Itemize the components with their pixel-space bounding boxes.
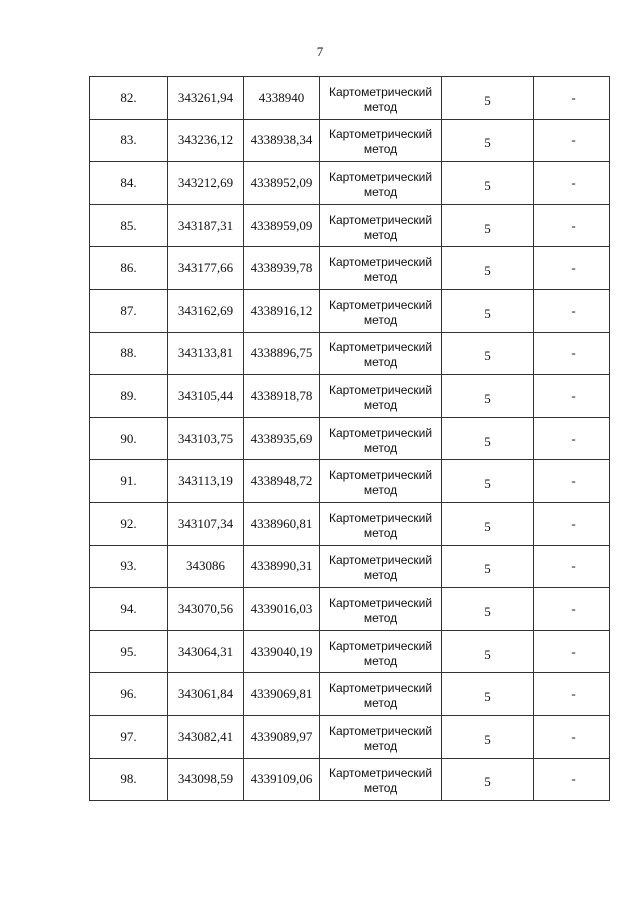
method-cell xyxy=(320,77,442,120)
accuracy-cell: 5 xyxy=(442,417,534,460)
y-coordinate-cell: 4338948,72 xyxy=(244,460,320,503)
x-coordinate-cell: 343107,34 xyxy=(168,502,244,545)
y-coordinate-cell: 4338938,34 xyxy=(244,119,320,162)
point-number-cell: 95. xyxy=(90,630,168,673)
accuracy-cell: 5 xyxy=(442,588,534,631)
point-number-cell: 86. xyxy=(90,247,168,290)
method-line-1: Картометрический xyxy=(328,468,433,483)
table-row xyxy=(90,375,610,418)
method-line-2: метод xyxy=(363,738,398,753)
method-line-2: метод xyxy=(363,568,398,583)
accuracy-cell: 5 xyxy=(442,77,534,120)
method-line-1: Картометрический xyxy=(328,340,433,355)
x-coordinate-cell: 343061,84 xyxy=(168,673,244,716)
note-cell: - xyxy=(534,502,610,545)
method-line-2: метод xyxy=(363,397,398,412)
y-coordinate-cell: 4338960,81 xyxy=(244,502,320,545)
y-coordinate-cell: 4338896,75 xyxy=(244,332,320,375)
point-number-cell: 98. xyxy=(90,758,168,801)
method-line-2: метод xyxy=(363,525,398,540)
y-coordinate-cell: 4339069,81 xyxy=(244,673,320,716)
method-cell xyxy=(320,630,442,673)
accuracy-cell: 5 xyxy=(442,630,534,673)
note-cell: - xyxy=(534,417,610,460)
accuracy-cell: 5 xyxy=(442,332,534,375)
table-row xyxy=(90,588,610,631)
accuracy-cell: 5 xyxy=(442,460,534,503)
method-line-2: метод xyxy=(363,696,398,711)
y-coordinate-cell: 4338935,69 xyxy=(244,417,320,460)
accuracy-cell: 5 xyxy=(442,289,534,332)
method-line-1: Картометрический xyxy=(328,425,433,440)
coordinates-table xyxy=(89,76,610,801)
table-row xyxy=(90,545,610,588)
method-cell xyxy=(320,119,442,162)
y-coordinate-cell: 4338916,12 xyxy=(244,289,320,332)
x-coordinate-cell: 343177,66 xyxy=(168,247,244,290)
note-cell: - xyxy=(534,289,610,332)
note-cell: - xyxy=(534,375,610,418)
point-number-cell: 96. xyxy=(90,673,168,716)
method-line-1: Картометрический xyxy=(328,255,433,270)
y-coordinate-cell: 4338918,78 xyxy=(244,375,320,418)
x-coordinate-cell: 343103,75 xyxy=(168,417,244,460)
x-coordinate-cell: 343133,81 xyxy=(168,332,244,375)
table-row xyxy=(90,162,610,205)
point-number-cell: 97. xyxy=(90,715,168,758)
method-cell xyxy=(320,460,442,503)
y-coordinate-cell: 4338940 xyxy=(244,77,320,120)
method-cell xyxy=(320,162,442,205)
method-line-2: метод xyxy=(363,440,398,455)
note-cell: - xyxy=(534,588,610,631)
x-coordinate-cell: 343086 xyxy=(168,545,244,588)
method-line-2: метод xyxy=(363,270,398,285)
method-line-1: Картометрический xyxy=(328,681,433,696)
method-line-2: метод xyxy=(363,483,398,498)
accuracy-cell: 5 xyxy=(442,204,534,247)
y-coordinate-cell: 4339016,03 xyxy=(244,588,320,631)
method-line-1: Картометрический xyxy=(328,382,433,397)
accuracy-cell: 5 xyxy=(442,247,534,290)
y-coordinate-cell: 4339109,06 xyxy=(244,758,320,801)
method-line-2: метод xyxy=(363,653,398,668)
table-row xyxy=(90,119,610,162)
table-row xyxy=(90,630,610,673)
method-cell xyxy=(320,289,442,332)
method-line-2: метод xyxy=(363,355,398,370)
note-cell: - xyxy=(534,460,610,503)
note-cell: - xyxy=(534,162,610,205)
method-cell xyxy=(320,375,442,418)
x-coordinate-cell: 343070,56 xyxy=(168,588,244,631)
table-row xyxy=(90,417,610,460)
method-line-1: Картометрический xyxy=(328,84,433,99)
y-coordinate-cell: 4338952,09 xyxy=(244,162,320,205)
y-coordinate-cell: 4339089,97 xyxy=(244,715,320,758)
method-line-2: метод xyxy=(363,99,398,114)
table-row xyxy=(90,247,610,290)
table-row xyxy=(90,502,610,545)
method-line-1: Картометрический xyxy=(328,127,433,142)
y-coordinate-cell: 4338959,09 xyxy=(244,204,320,247)
method-line-2: метод xyxy=(363,184,398,199)
accuracy-cell: 5 xyxy=(442,673,534,716)
table-row xyxy=(90,77,610,120)
method-line-2: метод xyxy=(363,142,398,157)
x-coordinate-cell: 343236,12 xyxy=(168,119,244,162)
x-coordinate-cell: 343261,94 xyxy=(168,77,244,120)
method-line-2: метод xyxy=(363,312,398,327)
y-coordinate-cell: 4339040,19 xyxy=(244,630,320,673)
method-cell xyxy=(320,204,442,247)
method-cell xyxy=(320,673,442,716)
method-cell xyxy=(320,247,442,290)
point-number-cell: 89. xyxy=(90,375,168,418)
method-line-1: Картометрический xyxy=(328,638,433,653)
note-cell: - xyxy=(534,758,610,801)
x-coordinate-cell: 343082,41 xyxy=(168,715,244,758)
method-line-2: метод xyxy=(363,227,398,242)
accuracy-cell: 5 xyxy=(442,502,534,545)
method-cell xyxy=(320,417,442,460)
accuracy-cell: 5 xyxy=(442,119,534,162)
method-cell xyxy=(320,332,442,375)
point-number-cell: 92. xyxy=(90,502,168,545)
x-coordinate-cell: 343105,44 xyxy=(168,375,244,418)
point-number-cell: 87. xyxy=(90,289,168,332)
table-row xyxy=(90,673,610,716)
coordinates-table-body xyxy=(90,77,610,801)
method-cell xyxy=(320,588,442,631)
point-number-cell: 83. xyxy=(90,119,168,162)
note-cell: - xyxy=(534,119,610,162)
method-line-2: метод xyxy=(363,781,398,796)
method-line-1: Картометрический xyxy=(328,766,433,781)
point-number-cell: 82. xyxy=(90,77,168,120)
accuracy-cell: 5 xyxy=(442,715,534,758)
method-line-1: Картометрический xyxy=(328,169,433,184)
table-row xyxy=(90,460,610,503)
note-cell: - xyxy=(534,715,610,758)
note-cell: - xyxy=(534,673,610,716)
method-line-2: метод xyxy=(363,610,398,625)
method-cell xyxy=(320,502,442,545)
method-line-1: Картометрический xyxy=(328,510,433,525)
note-cell: - xyxy=(534,545,610,588)
note-cell: - xyxy=(534,332,610,375)
point-number-cell: 88. xyxy=(90,332,168,375)
x-coordinate-cell: 343098,59 xyxy=(168,758,244,801)
x-coordinate-cell: 343064,31 xyxy=(168,630,244,673)
method-line-1: Картометрический xyxy=(328,595,433,610)
accuracy-cell: 5 xyxy=(442,545,534,588)
note-cell: - xyxy=(534,204,610,247)
method-line-1: Картометрический xyxy=(328,297,433,312)
x-coordinate-cell: 343113,19 xyxy=(168,460,244,503)
table-row xyxy=(90,715,610,758)
point-number-cell: 94. xyxy=(90,588,168,631)
note-cell: - xyxy=(534,247,610,290)
accuracy-cell: 5 xyxy=(442,162,534,205)
point-number-cell: 90. xyxy=(90,417,168,460)
x-coordinate-cell: 343162,69 xyxy=(168,289,244,332)
point-number-cell: 85. xyxy=(90,204,168,247)
method-line-1: Картометрический xyxy=(328,212,433,227)
point-number-cell: 84. xyxy=(90,162,168,205)
accuracy-cell: 5 xyxy=(442,758,534,801)
point-number-cell: 93. xyxy=(90,545,168,588)
y-coordinate-cell: 4338990,31 xyxy=(244,545,320,588)
y-coordinate-cell: 4338939,78 xyxy=(244,247,320,290)
table-row xyxy=(90,289,610,332)
method-cell xyxy=(320,758,442,801)
table-row xyxy=(90,758,610,801)
page-number: 7 xyxy=(316,44,324,59)
table-row xyxy=(90,332,610,375)
method-line-1: Картометрический xyxy=(328,553,433,568)
note-cell: - xyxy=(534,630,610,673)
point-number-cell: 91. xyxy=(90,460,168,503)
x-coordinate-cell: 343212,69 xyxy=(168,162,244,205)
method-line-1: Картометрический xyxy=(328,723,433,738)
method-cell xyxy=(320,545,442,588)
method-cell xyxy=(320,715,442,758)
x-coordinate-cell: 343187,31 xyxy=(168,204,244,247)
table-row xyxy=(90,204,610,247)
note-cell: - xyxy=(534,77,610,120)
accuracy-cell: 5 xyxy=(442,375,534,418)
